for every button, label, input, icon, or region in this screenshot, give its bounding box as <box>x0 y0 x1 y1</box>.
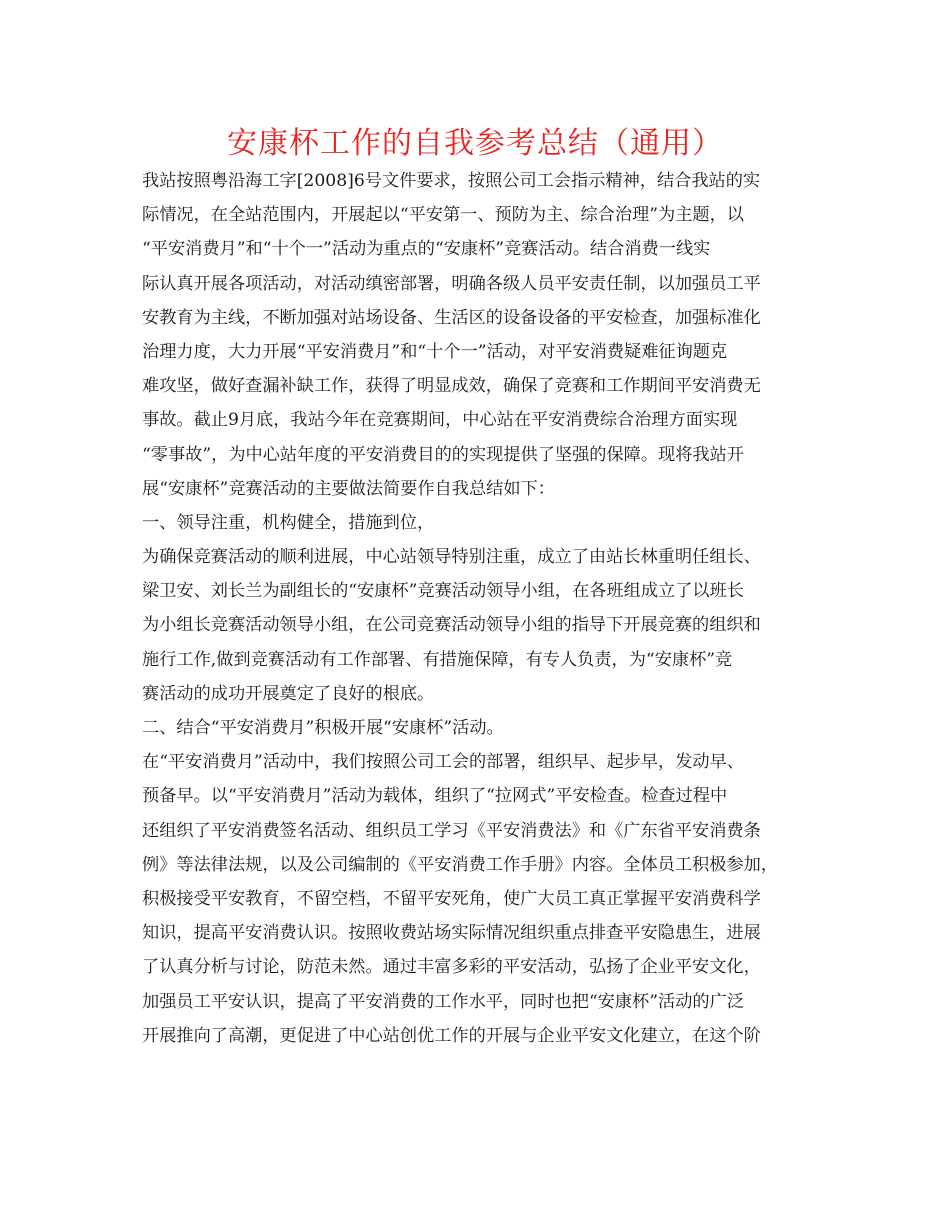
paragraph-line: 梁卫安、刘长兰为副组长的“安康杯”竞赛活动领导小组，在各班组成立了以班长 <box>142 581 744 602</box>
paragraph-line: 难攻坚，做好查漏补缺工作，获得了明显成效，确保了竞赛和工作期间平安消费无 <box>142 376 761 397</box>
paragraph-line: 治理力度，大力开展“平安消费月”和“十个一”活动，对平安消费疑难征询题克 <box>142 341 728 362</box>
section-heading: 一、领导注重，机构健全，措施到位， <box>142 512 435 533</box>
paragraph-line: 知识，提高平安消费认识。按照收费站场实际情况组织重点排查平安隐患生，进展 <box>142 923 761 944</box>
paragraph-line: “平安消费月”和“十个一”活动为重点的“安康杯”竞赛活动。结合消费一线实 <box>142 239 711 260</box>
paragraph-line: 加强员工平安认识，提高了平安消费的工作水平，同时也把“安康杯”活动的广泛 <box>142 991 744 1012</box>
paragraph-line: 际认真开展各项活动，对活动缜密部署，明确各级人员平安责任制，以加强员工平 <box>142 273 761 294</box>
paragraph-line: 安教育为主线，不断加强对站场设备、生活区的设备设备的平安检查，加强标准化 <box>142 307 761 328</box>
paragraph-line: 展“安康杯”竞赛活动的主要做法简要作自我总结如下： <box>142 478 555 499</box>
paragraph-line: 了认真分析与讨论，防范未然。通过丰富多彩的平安活动，弘扬了企业平安文化， <box>142 957 761 978</box>
paragraph-line: 事故。截止9月底，我站今年在竞赛期间，中心站在平安消费综合治理方面实现 <box>142 410 738 431</box>
paragraph-line: 例》等法律法规，以及公司编制的《平安消费工作手册》内容。全体员工积极参加， <box>142 854 778 875</box>
paragraph-line: 开展推向了高潮，更促进了中心站创优工作的开展与企业平安文化建立，在这个阶 <box>142 1025 761 1046</box>
section-heading: 二、结合“平安消费月”积极开展“安康杯”活动。 <box>142 718 504 738</box>
paragraph-line: 为确保竞赛活动的顺利进展，中心站领导特别注重，成立了由站长林重明任组长、 <box>142 547 761 568</box>
paragraph-line: 积极接受平安教育，不留空档，不留平安死角，使广大员工真正掌握平安消费科学 <box>142 888 761 909</box>
paragraph-line: 还组织了平安消费签名活动、组织员工学习《平安消费法》和《广东省平安消费条 <box>142 820 761 841</box>
paragraph-line: 为小组长竞赛活动领导小组，在公司竞赛活动领导小组的指导下开展竞赛的组织和 <box>142 615 761 636</box>
paragraph-line: 我站按照粤沿海工字[2008]6号文件要求，按照公司工会指示精神，结合我站的实 <box>142 171 761 191</box>
paragraph-line: 际情况，在全站范围内，开展起以“平安第一、预防为主、综合治理”为主题，以 <box>142 205 744 226</box>
document-title: 安康杯工作的自我参考总结（通用） <box>227 126 723 161</box>
paragraph-line: 预备早。以“平安消费月”活动为载体，组织了“拉网式”平安检查。检查过程中 <box>142 786 728 807</box>
paragraph-line: 赛活动的成功开展奠定了良好的根底。 <box>142 683 435 704</box>
paragraph-line: “零事故”，为中心站年度的平安消费目的的实现提供了坚强的保障。现将我站开 <box>142 444 744 465</box>
paragraph-line: 在“平安消费月”活动中，我们按照公司工会的部署，组织早、起步早，发动早、 <box>142 752 744 773</box>
document-body <box>142 164 822 1053</box>
paragraph-line: 施行工作,做到竞赛活动有工作部署、有措施保障，有专人负责，为“安康杯”竞 <box>142 649 733 670</box>
